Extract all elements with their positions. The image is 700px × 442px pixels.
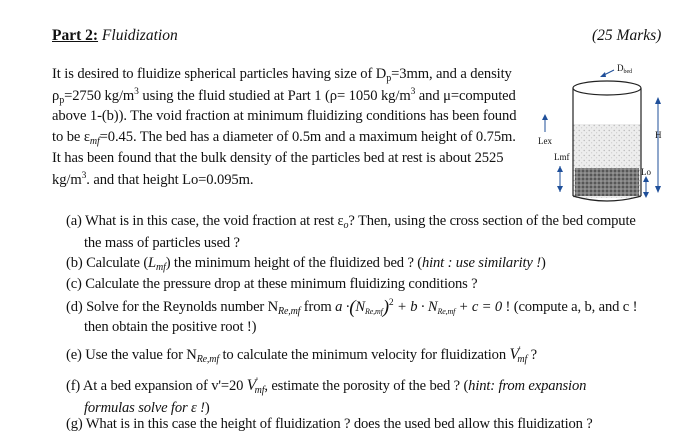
question-b: (b) Calculate $(L_{mf})$ the minimum height of the fluidized bed ? (hint : use similarity !) xyxy=(66,255,546,273)
intro-line-5: It has been found that the bulk density of the particles bed at rest is about 2525 xyxy=(52,150,504,166)
question-a-line-2: the mass of particles used ? xyxy=(84,235,240,251)
question-a-line-1: (a) What is in this case, the void fraction at rest $\varepsilon_o$? Then, using the cross section of the bed compute xyxy=(66,213,636,231)
bed-diagram xyxy=(538,54,670,204)
intro-line-6: $kg/m^3$. and that height Lo=0.095m. xyxy=(52,171,254,188)
intro-line-1: It is desired to fluidize spherical particles having size of $D_p=3mm$, and a density xyxy=(52,66,512,84)
question-f-line-2: formulas solve for ε !) xyxy=(84,400,210,416)
quadratic-equation: $a \cdot(N_{Re,mf})^2 + b \cdot N_{Re,mf} + c = 0$ xyxy=(335,297,503,318)
lo-label: Lo xyxy=(641,167,651,177)
marks-label: (25 Marks) xyxy=(592,27,662,44)
lex-label: Lex xyxy=(538,136,552,146)
question-e: (e) Use the value for $N_{Re,mf}$ to calculate the minimum velocity for fluidization $V'_{mf}$ ? xyxy=(66,346,537,365)
question-d-line-2: then obtain the positive root !) xyxy=(84,319,257,335)
dbed-label: $D_{bed}$ xyxy=(617,63,633,75)
question-c: (c) Calculate the pressure drop at these minimum fluidizing conditions ? xyxy=(66,276,478,292)
lmf-label: Lmf xyxy=(554,152,570,162)
question-d-line-1: (d) Solve for the Reynolds number $N_{Re,mf}$ from $a \cdot(N_{Re,mf})^2 + b \cdot N_{Re,mf} + c = 0$ ! (compute a, b, and c ! xyxy=(66,297,638,318)
question-f-line-1: (f) At a bed expansion of v'=20 $V'_{mf}$, estimate the porosity of the bed ? (hint: from expansion xyxy=(66,377,587,396)
h-label: H xyxy=(655,130,662,140)
intro-line-3: above 1-(b)). The void fraction at minimum fluidizing conditions has been found xyxy=(52,108,517,124)
packed-bed-region xyxy=(575,168,639,196)
bed-top-ellipse xyxy=(573,81,641,95)
question-g: (g) What is in this case the height of fluidization ? does the used bed allow this fluidization ? xyxy=(66,416,593,432)
intro-line-4: to be $\varepsilon_{mf}=0.45$. The bed has a diameter of 0.5m and a maximum height of 0.75m. xyxy=(52,129,516,147)
part-heading: Part 2: Fluidization xyxy=(52,27,178,44)
intro-line-2: $\rho_p=2750$ $kg/m^3$ using the fluid studied at Part 1 (ρ= 1050 $kg/m^3$ and μ=computed xyxy=(52,87,516,106)
